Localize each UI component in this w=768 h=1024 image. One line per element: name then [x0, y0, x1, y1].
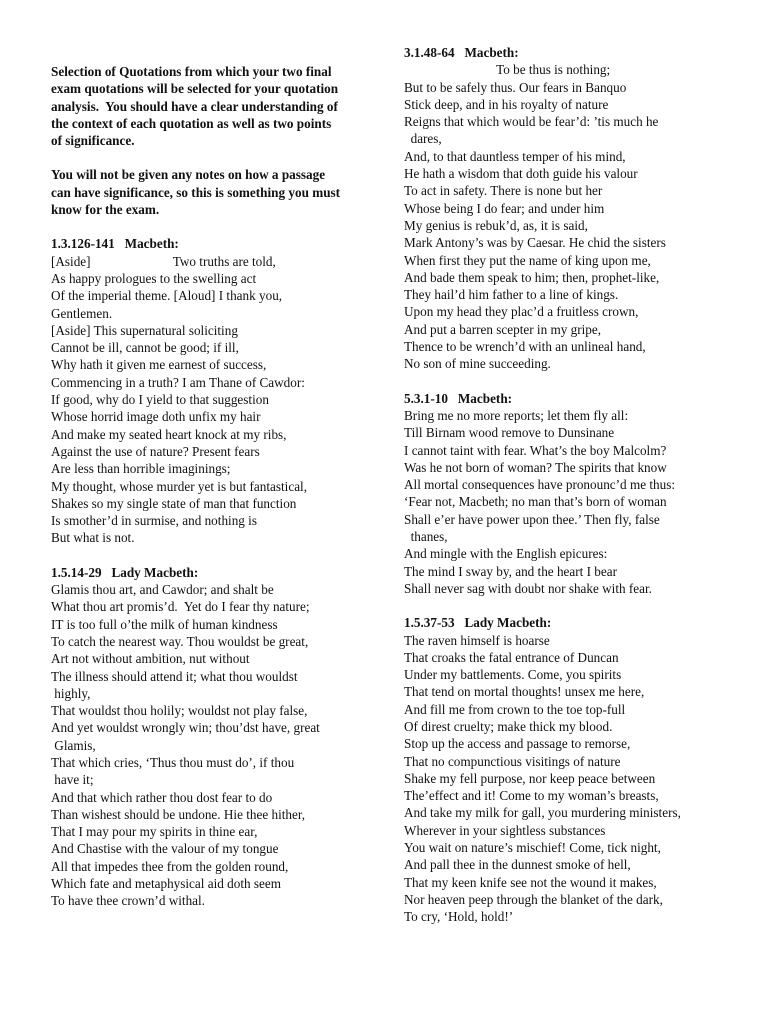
text-line: thanes,	[404, 529, 448, 545]
right-column	[404, 0, 752, 926]
text-line: Than wishest should be undone. Hie thee hither,	[51, 806, 306, 822]
spacer	[51, 218, 391, 235]
text-line: And that which rather thou dost fear to do	[51, 789, 273, 805]
text-line: You wait on nature’s mischief! Come, tick night,	[404, 840, 661, 856]
text-line: Is smother’d in surmise, and nothing is	[51, 513, 257, 529]
text-line: Stop up the access and passage to remorse,	[404, 736, 631, 752]
text-line: The illness should attend it; what thou wouldst	[51, 668, 298, 684]
text-line: The’effect and it! Come to my woman’s breasts,	[404, 788, 659, 804]
text-line: Shakes so my single state of man that function	[51, 495, 297, 511]
text-line: And make my seated heart knock at my ribs,	[51, 426, 287, 442]
text-line: That no compunctious visitings of nature	[404, 753, 621, 769]
text-line: the context of each quotation as well as two points	[51, 115, 332, 131]
text-line: They hail’d him father to a line of kings.	[404, 287, 619, 303]
text-line: Stick deep, and in his royalty of nature	[404, 96, 609, 112]
text-line: Cannot be ill, cannot be good; if ill,	[51, 340, 239, 356]
intro-paragraph-2	[51, 166, 391, 218]
text-line: To catch the nearest way. Thou wouldst be great,	[51, 633, 309, 649]
text-line: And yet wouldst wrongly win; thou’dst have, great	[51, 720, 320, 736]
text-line: analysis. You should have a clear understanding of	[51, 98, 338, 114]
spacer	[404, 597, 752, 614]
text-line: If good, why do I yield to that suggestion	[51, 392, 269, 408]
section-heading: 3.1.48-64 Macbeth:	[404, 45, 519, 60]
text-line: IT is too full o’the milk of human kindness	[51, 616, 278, 632]
text-line: My thought, whose murder yet is but fantastical,	[51, 478, 308, 494]
text-line: [Aside] This supernatural soliciting	[51, 322, 238, 338]
text-line: Nor heaven peep through the blanket of the dark,	[404, 891, 663, 907]
text-line: That wouldst thou holily; wouldst not play false,	[51, 703, 308, 719]
text-line: exam quotations will be selected for your quotation	[51, 81, 339, 97]
text-line: But what is not.	[51, 530, 135, 546]
text-line: Art not without ambition, nut without	[51, 651, 250, 667]
text-line: And bade them speak to him; then, prophet-like,	[404, 269, 660, 285]
text-line: I cannot taint with fear. What’s the boy Malcolm?	[404, 442, 667, 458]
text-line: He hath a wisdom that doth guide his valour	[404, 166, 638, 182]
text-line: The mind I sway by, and the heart I bear	[404, 563, 617, 579]
text-line: No son of mine succeeding.	[404, 356, 551, 372]
text-line: Why hath it given me earnest of success,	[51, 357, 267, 373]
text-line: And mingle with the English epicures:	[404, 546, 608, 562]
text-line: And pall thee in the dunnest smoke of hell,	[404, 857, 631, 873]
text-line: The raven himself is hoarse	[404, 632, 550, 648]
text-line: Upon my head they plac’d a fruitless crown,	[404, 304, 639, 320]
text-line: Was he not born of woman? The spirits that know	[404, 459, 667, 475]
section-lines	[404, 61, 752, 372]
text-line: know for the exam.	[51, 202, 160, 218]
text-line: That I may pour my spirits in thine ear,	[51, 824, 258, 840]
text-line: Of direst cruelty; make thick my blood.	[404, 718, 613, 734]
text-line: As happy prologues to the swelling act	[51, 270, 257, 286]
text-line: What thou art promis’d. Yet do I fear thy nature;	[51, 599, 310, 615]
text-line: That tend on mortal thoughts! unsex me here,	[404, 684, 645, 700]
spacer	[404, 373, 752, 390]
text-line: But to be safely thus. Our fears in Banquo	[404, 79, 627, 95]
text-line: Of the imperial theme. [Aloud] I thank you,	[51, 288, 283, 304]
text-line: To cry, ‘Hold, hold!’	[404, 909, 514, 925]
text-line: Shall e’er have power upon thee.’ Then fly, false	[404, 511, 660, 527]
text-line: Selection of Quotations from which your two final	[51, 64, 332, 79]
text-line: And Chastise with the valour of my tongue	[51, 841, 279, 857]
text-line: And take my milk for gall, you murdering ministers,	[404, 805, 681, 821]
text-line: Reigns that which would be fear’d: ’tis much he	[404, 114, 659, 130]
text-line: All that impedes thee from the golden round,	[51, 858, 289, 874]
text-line: Are less than horrible imaginings;	[51, 461, 231, 477]
text-line: My genius is rebuk’d, as, it is said,	[404, 217, 588, 233]
text-line: That my keen knife see not the wound it makes,	[404, 874, 657, 890]
text-line: Whose being I do fear; and under him	[404, 200, 605, 216]
spacer	[51, 547, 391, 564]
quotation-1-5-37	[404, 614, 752, 925]
text-line: When first they put the name of king upon me,	[404, 252, 651, 268]
text-line: Glamis,	[51, 737, 96, 753]
text-line: Which fate and metaphysical aid doth seem	[51, 876, 281, 892]
text-line: And, to that dauntless temper of his mind,	[404, 148, 626, 164]
text-line: Glamis thou art, and Cawdor; and shalt be	[51, 582, 274, 598]
text-line: dares,	[404, 131, 442, 147]
quotation-1-5-14	[51, 564, 391, 910]
section-lines	[404, 632, 752, 926]
text-line: And fill me from crown to the toe top-full	[404, 701, 626, 717]
text-line: Commencing in a truth? I am Thane of Cawdor:	[51, 374, 305, 390]
section-lines	[404, 407, 752, 597]
text-line: Under my battlements. Come, you spirits	[404, 667, 622, 683]
text-line: Thence to be wrench’d with an unlineal hand,	[404, 339, 646, 355]
text-line: And put a barren scepter in my gripe,	[404, 321, 602, 337]
text-line: Against the use of nature? Present fears	[51, 443, 260, 459]
quotation-3-1-48	[404, 44, 752, 373]
left-column	[51, 0, 391, 910]
text-line: Wherever in your sightless substances	[404, 822, 606, 838]
text-line: Mark Antony’s was by Caesar. He chid the sisters	[404, 235, 666, 251]
section-heading: 1.3.126-141 Macbeth:	[51, 236, 179, 252]
section-heading: 1.5.37-53 Lady Macbeth:	[404, 615, 552, 631]
text-line: You will not be given any notes on how a passage	[51, 167, 326, 183]
text-line: have it;	[51, 772, 94, 788]
text-line: Shake my fell purpose, nor keep peace between	[404, 770, 656, 786]
text-line: All mortal consequences have pronounc’d me thus:	[404, 477, 676, 493]
text-line: To have thee crown’d withal.	[51, 893, 205, 909]
text-line: That which cries, ‘Thus thou must do’, if thou	[51, 754, 295, 770]
text-line: can have significance, so this is something you must	[51, 184, 341, 200]
text-line: Bring me no more reports; let them fly all:	[404, 407, 629, 423]
section-lines	[51, 253, 391, 547]
intro-paragraph-1	[51, 63, 391, 149]
text-line: To be thus is nothing;	[404, 62, 611, 78]
text-line: of significance.	[51, 133, 135, 149]
text-line: Shall never sag with doubt nor shake with fear.	[404, 580, 652, 596]
section-lines	[51, 581, 391, 910]
text-line: ‘Fear not, Macbeth; no man that’s born of woman	[404, 494, 667, 510]
text-line: [Aside] Two truths are told,	[51, 253, 276, 269]
text-line: To act in safety. There is none but her	[404, 183, 603, 199]
text-line: Gentlemen.	[51, 305, 113, 321]
text-line: Whose horrid image doth unfix my hair	[51, 409, 261, 425]
section-heading: 5.3.1-10 Macbeth:	[404, 390, 513, 406]
text-line: highly,	[51, 685, 91, 701]
quotation-5-3-1	[404, 390, 752, 598]
quotation-1-3-126	[51, 235, 391, 546]
text-line: That croaks the fatal entrance of Duncan	[404, 649, 619, 665]
text-line: Till Birnam wood remove to Dunsinane	[404, 425, 615, 441]
section-heading: 1.5.14-29 Lady Macbeth:	[51, 564, 199, 580]
